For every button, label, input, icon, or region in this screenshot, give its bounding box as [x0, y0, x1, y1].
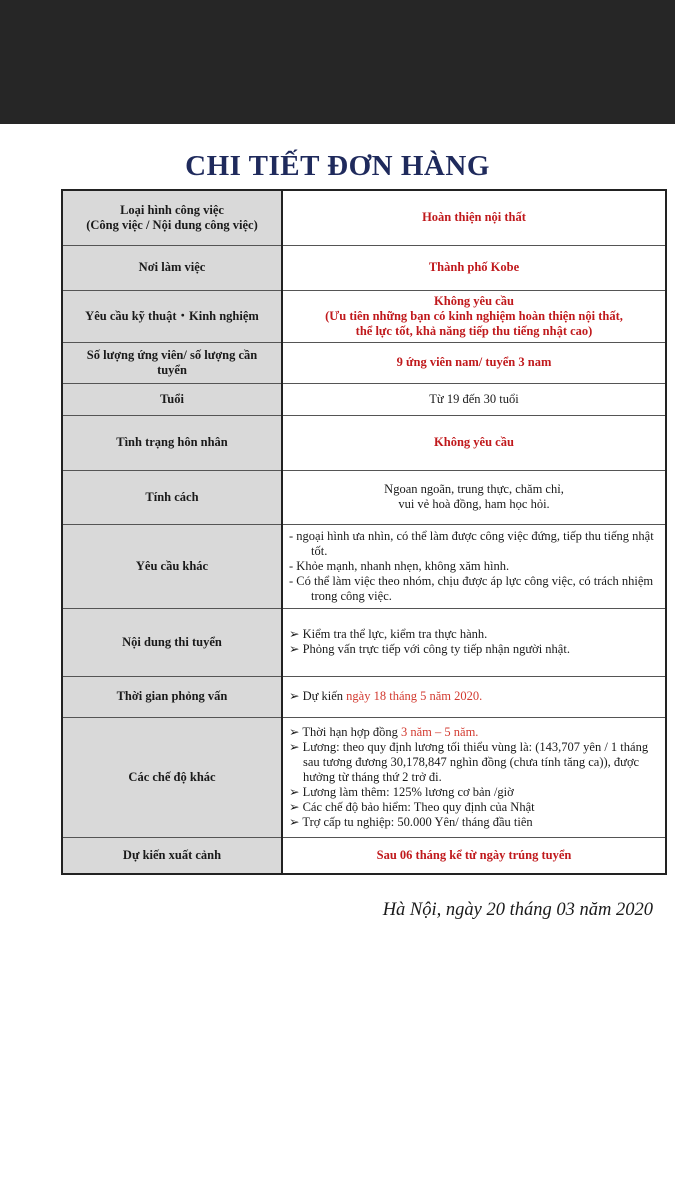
- list-item: ➢ Các chế độ bảo hiểm: Theo quy định của Nhật: [289, 799, 535, 814]
- value-line: Ngoan ngoãn, trung thực, chăm chỉ,: [384, 482, 564, 496]
- row-label: Yêu cầu khác: [62, 524, 282, 608]
- table-row: [62, 524, 666, 608]
- table-row: [62, 190, 666, 245]
- table-row: [62, 676, 666, 717]
- top-dark-bar: [0, 0, 675, 124]
- table-row: [62, 837, 666, 874]
- row-label: Dự kiến xuất cảnh: [62, 837, 282, 874]
- row-value: Không yêu cầu: [282, 415, 666, 470]
- row-label: Tình trạng hôn nhân: [62, 415, 282, 470]
- row-value: 9 ứng viên nam/ tuyển 3 nam: [282, 342, 666, 383]
- list-item: ➢ Kiểm tra thể lực, kiểm tra thực hành.: [289, 627, 488, 641]
- item-prefix: ➢ Thời hạn hợp đồng: [289, 724, 401, 739]
- row-label: [62, 342, 282, 383]
- row-label: Các chế độ khác: [62, 717, 282, 837]
- row-value: Sau 06 tháng kể từ ngày trúng tuyển: [282, 837, 666, 874]
- row-label: Thời gian phỏng vấn: [62, 676, 282, 717]
- row-value: [282, 470, 666, 524]
- row-value: Hoàn thiện nội thất: [282, 190, 666, 245]
- item-highlight: 3 năm – 5 năm.: [401, 724, 479, 739]
- signature-date: Hà Nội, ngày 20 tháng 03 năm 2020: [382, 900, 653, 920]
- table-row: [62, 415, 666, 470]
- table-row: [62, 383, 666, 415]
- table-row: [62, 290, 666, 342]
- table-row: [62, 717, 666, 837]
- value-line: thể lực tốt, khả năng tiếp thu tiếng nhật cao): [355, 323, 593, 338]
- row-value: Thành phố Kobe: [282, 245, 666, 290]
- row-value: Từ 19 đến 30 tuổi: [282, 383, 666, 415]
- value-prefix: ➢ Dự kiến: [289, 689, 347, 703]
- row-value: [282, 717, 666, 837]
- row-value: [282, 524, 666, 608]
- row-label: Yêu cầu kỹ thuật・Kinh nghiệm: [62, 290, 282, 342]
- label-line: (Công việc / Nội dung công việc): [86, 217, 258, 232]
- value-highlight: ngày 18 tháng 5 năm 2020.: [346, 689, 483, 703]
- row-label: [62, 190, 282, 245]
- table-row: [62, 245, 666, 290]
- table-row: [62, 342, 666, 383]
- row-label: Tính cách: [62, 470, 282, 524]
- list-item: - ngoại hình ưa nhìn, có thể làm được công việc đứng, tiếp thu tiếng nhật tốt.: [289, 528, 654, 558]
- label-line: Số lượng ứng viên/ số lượng cần: [86, 347, 258, 362]
- table-row: [62, 608, 666, 676]
- list-item: ➢ Lương làm thêm: 125% lương cơ bản /giờ: [289, 784, 514, 799]
- value-line: (Ưu tiên những bạn có kinh nghiệm hoàn thiện nội thất,: [325, 308, 623, 323]
- row-value: [282, 608, 666, 676]
- table-row: [62, 470, 666, 524]
- page-title: CHI TIẾT ĐƠN HÀNG: [185, 150, 490, 182]
- value-line: Không yêu cầu: [434, 293, 514, 308]
- order-details-table: [61, 189, 667, 875]
- label-line: tuyển: [157, 362, 187, 377]
- row-value: [282, 290, 666, 342]
- list-item: ➢ Lương: theo quy định lương tối thiểu vùng là: (143,707 yên / 1 tháng sau tương đương 30,178,847 nghìn đồng (chưa tính tăng ca)), được hưởng từ tháng thứ 2 trở đi.: [289, 739, 649, 784]
- row-label: Nơi làm việc: [62, 245, 282, 290]
- list-item: ➢ Phỏng vấn trực tiếp với công ty tiếp nhận người nhật.: [289, 642, 570, 656]
- list-item: - Có thể làm việc theo nhóm, chịu được áp lực công việc, có trách nhiệm trong công việc.: [289, 573, 654, 603]
- list-item: - Khỏe mạnh, nhanh nhẹn, không xăm hình.: [289, 558, 510, 573]
- row-value: [282, 676, 666, 717]
- value-line: vui vẻ hoà đồng, ham học hỏi.: [398, 497, 550, 511]
- row-label: Tuổi: [62, 383, 282, 415]
- list-item: ➢ Trợ cấp tu nghiệp: 50.000 Yên/ tháng đầu tiên: [289, 814, 533, 829]
- row-label: Nội dung thi tuyển: [62, 608, 282, 676]
- label-line: Loại hình công việc: [120, 202, 224, 217]
- list-item: [289, 725, 659, 740]
